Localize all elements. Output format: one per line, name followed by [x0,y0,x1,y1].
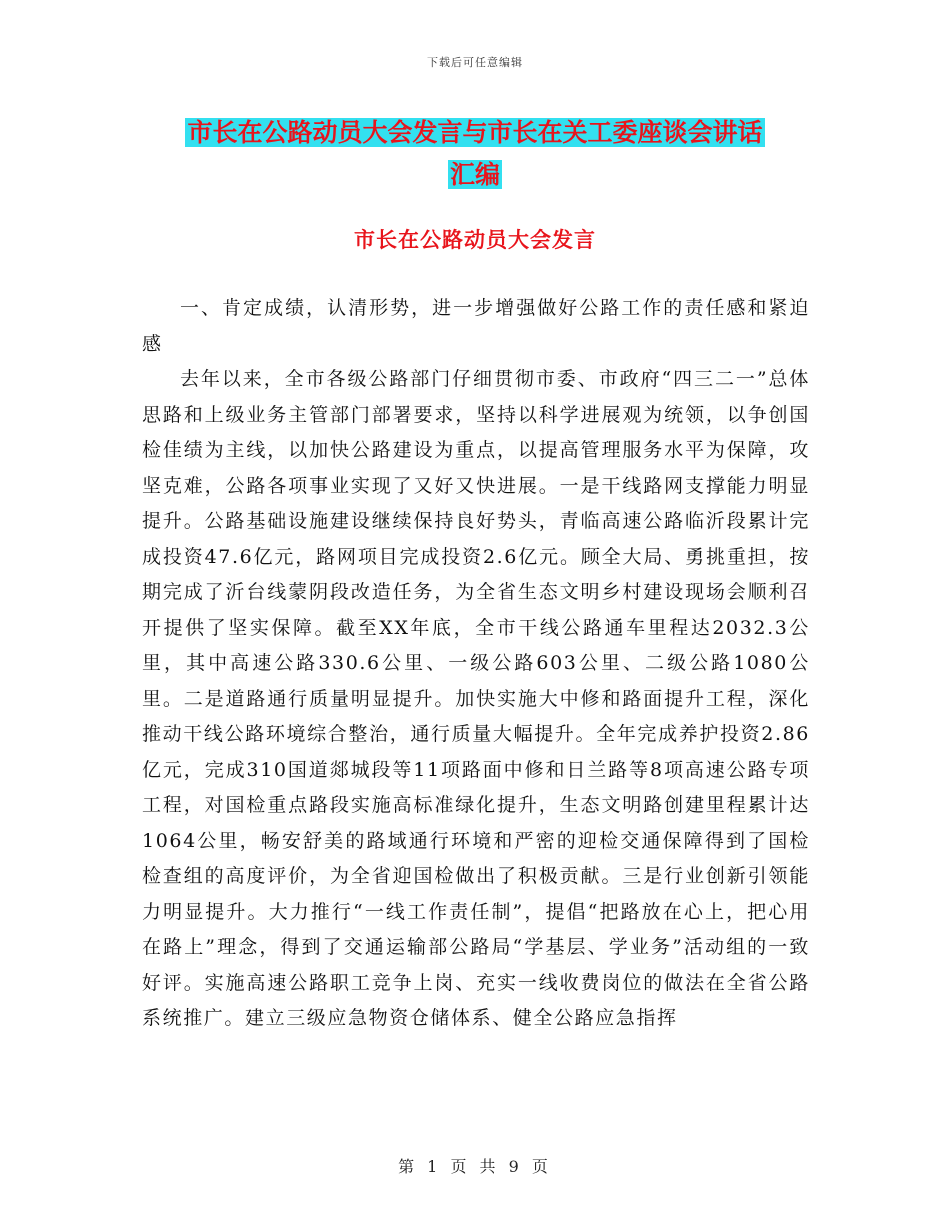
paragraph: 去年以来，全市各级公路部门仔细贯彻市委、市政府“四三二一”总体思路和上级业务主管部门部署要求，坚持以科学进展观为统领，以争创国检佳绩为主线，以加快公路建设为重点，以提高管理服务水平为保障，攻坚克难，公路各项事业实现了又好又快进展。一是干线路网支撑能力明显提升。公路基础设施建设继续保持良好势头，青临高速公路临沂段累计完成投资47.6亿元，路网项目完成投资2.6亿元。顾全大局、勇挑重担，按期完成了沂台线蒙阴段改造任务，为全省生态文明乡村建设现场会顺利召开提供了坚实保障。截至XX年底，全市干线公路通车里程达2032.3公里，其中高速公路330.6公里、一级公路603公里、二级公路1080公里。二是道路通行质量明显提升。加快实施大中修和路面提升工程，深化推动干线公路环境综合整治，通行质量大幅提升。全年完成养护投资2.86亿元，完成310国道郯城段等11项路面中修和日兰路等8项高速公路专项工程，对国检重点路段实施高标准绿化提升，生态文明路创建里程累计达1064公里，畅安舒美的路域通行环境和严密的迎检交通保障得到了国检检查组的高度评价，为全省迎国检做出了积极贡献。三是行业创新引领能力明显提升。大力推行“一线工作责任制”，提倡“把路放在心上，把心用在路上”理念，得到了交通运输部公路局“学基层、学业务”活动组的一致好评。实施高速公路职工竞争上岗、充实一线收费岗位的做法在全省公路系统推广。建立三级应急物资仓储体系、健全公路应急指挥 [142,368,810,1029]
section-title: 市长在公路动员大会发言 [354,227,596,252]
page-number: 第 1 页 共 9 页 [398,1157,552,1176]
document-title [140,112,810,196]
paragraph-heading: 一、肯定成绩，认清形势，进一步增强做好公路工作的责任感和紧迫感 [142,297,810,355]
document-title-line2: 汇编 [449,160,500,189]
body-text [142,291,810,1037]
document-title-line1: 市长在公路动员大会发言与市长在关工委座谈会讲话 [187,118,763,147]
header-note: 下载后可任意编辑 [427,56,523,69]
